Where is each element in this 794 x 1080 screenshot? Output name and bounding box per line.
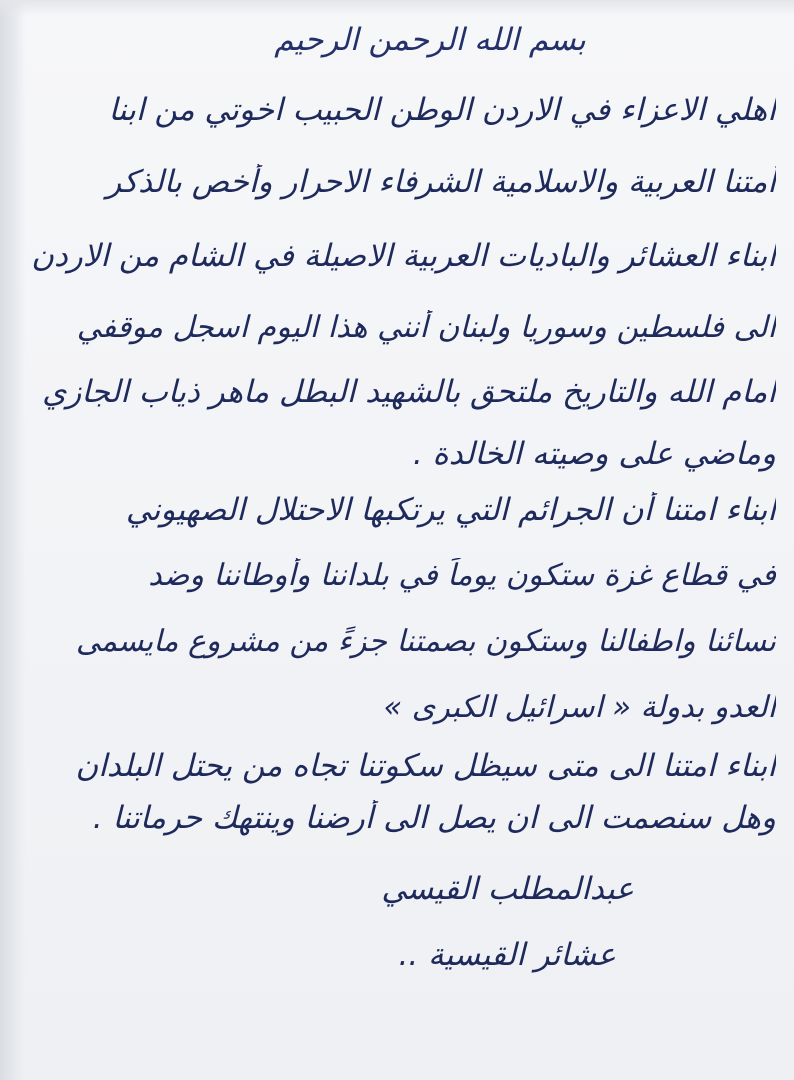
letter-line: امام الله والتاريخ ملتحق بالشهيد البطل ماهر ذياب الجازي: [42, 374, 776, 410]
signature-name: عبدالمطلب القيسي: [381, 871, 634, 907]
letter-line: الى فلسطين وسوريا ولبنان أنني هذا اليوم اسجل موقفي: [76, 310, 776, 345]
letter-line: وهل سنصمت الى ان يصل الى أرضنا وينتهك حرماتنا .: [92, 800, 776, 836]
paper-left-edge: [0, 0, 26, 1080]
letter-line: نسائنا واطفالنا وستكون بصمتنا جزءً من مشروع مايسمى: [75, 624, 776, 659]
letter-line: العدو بدولة « اسرائيل الكبرى »: [383, 690, 776, 725]
letter-line: أمتنا العربية والاسلامية الشرفاء الاحرار وأخص بالذكر: [106, 164, 776, 200]
letter-line: اهلي الاعزاء في الاردن الوطن الحبيب اخوتي من ابنا: [108, 92, 776, 128]
signature-block: [314, 856, 634, 988]
letter-line: في قطاع غزة ستكون يوماً في بلداننا وأوطاننا وضد: [148, 558, 776, 593]
letter-line: ابناء امتنا أن الجرائم التي يرتكبها الاحتلال الصهيوني: [125, 492, 776, 528]
letter-line: ابناء امتنا الى متى سيظل سكوتنا تجاه من يحتل البلدان: [75, 748, 776, 784]
basmala-heading: بسم الله الرحمن الرحيم: [274, 22, 586, 58]
letter-line: وماضي على وصيته الخالدة .: [412, 436, 776, 472]
signature-tribe: عشائر القيسية ..: [398, 937, 616, 973]
letter-line: ابناء العشائر والباديات العربية الاصيلة في الشام من الاردن: [31, 238, 776, 274]
paper-top-edge: [0, 0, 794, 16]
